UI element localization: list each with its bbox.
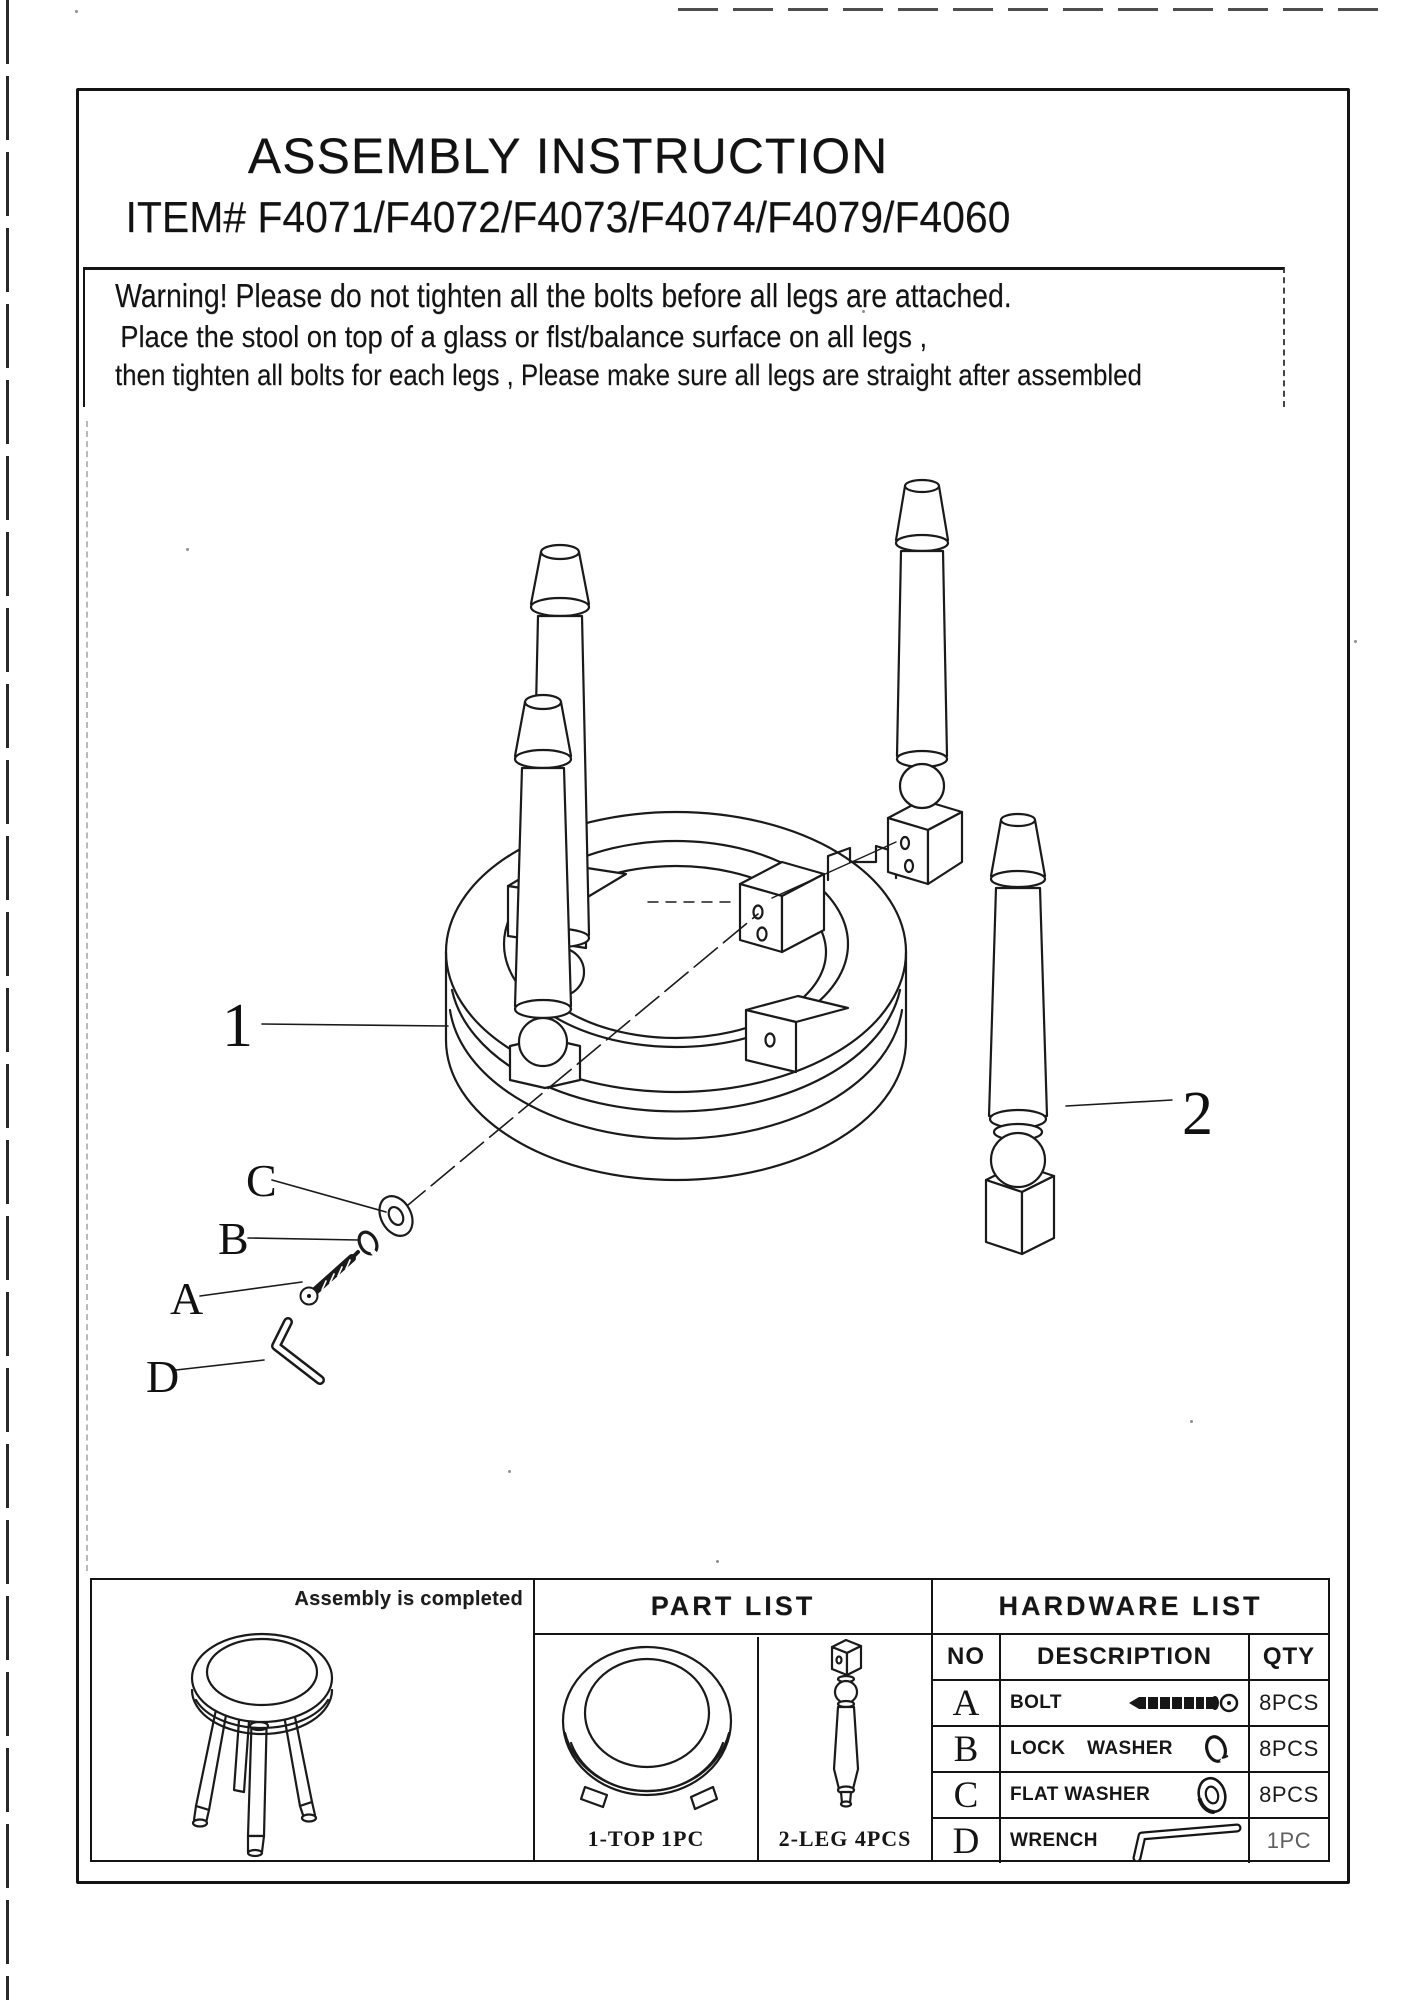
completed-caption: Assembly is completed [294, 1588, 523, 1610]
stool-top-drawing [535, 1637, 759, 1827]
row-description: FLAT WASHER [1010, 1784, 1151, 1805]
row-qty: 8PCS [1259, 1736, 1319, 1761]
wrench-icon [1125, 1820, 1243, 1862]
hardware-label-flat-washer: C [246, 1155, 277, 1206]
hardware-label-bolt: A [170, 1273, 204, 1324]
bolt-icon [1125, 1689, 1243, 1717]
part-list-cell [535, 1580, 933, 1860]
document-header [79, 127, 1347, 243]
scan-dash-artifact [678, 8, 1392, 11]
part-leg-caption: 2-LEG 4PCS [778, 1826, 912, 1851]
wrench-drawing [276, 1322, 320, 1380]
row-description: BOLT [1010, 1692, 1062, 1713]
part-top-cell [535, 1637, 759, 1860]
col-header-description: DESCRIPTION [1001, 1635, 1250, 1679]
hardware-header-row [933, 1635, 1328, 1679]
scan-edge-artifact [6, 0, 9, 2000]
hardware-row-lock-washer [933, 1725, 1328, 1771]
hardware-label-lock-washer: B [218, 1213, 249, 1264]
bottom-table [90, 1578, 1330, 1862]
row-letter: B [953, 1728, 979, 1770]
item-numbers: ITEM# F4071/F4072/F4073/F4074/F4079/F4060 [125, 193, 1011, 242]
stool-leg-drawing [759, 1637, 933, 1827]
exploded-diagram [80, 400, 1350, 1580]
scan-speck [75, 10, 78, 13]
flat-washer-icon [1190, 1772, 1234, 1818]
hardware-row-wrench [933, 1817, 1328, 1863]
warning-line-1: Warning! Please do not tighten all the bolts before all legs are attached. [115, 277, 1012, 314]
col-header-no: NO [933, 1635, 1001, 1679]
hardware-list-cell [933, 1580, 1328, 1860]
warning-box [83, 267, 1285, 407]
hardware-row-bolt [933, 1679, 1328, 1725]
part-label-leg: 2 [1182, 1080, 1213, 1148]
row-qty: 8PCS [1259, 1782, 1319, 1807]
part-leg-cell [759, 1637, 931, 1860]
leg-detached [986, 814, 1054, 1254]
mounting-block-floating [888, 800, 962, 884]
hardware-label-wrench: D [146, 1351, 180, 1402]
part-list-title: PART LIST [535, 1580, 931, 1635]
flat-washer-drawing [373, 1190, 419, 1241]
completed-stool-drawing [92, 1580, 535, 1860]
part-top-caption: 1-TOP 1PC [587, 1826, 705, 1851]
row-description: LOCK WASHER [1010, 1738, 1173, 1759]
row-letter: C [953, 1774, 979, 1816]
bolt-drawing [301, 1252, 359, 1305]
row-letter: D [952, 1820, 980, 1862]
hardware-row-flat-washer [933, 1771, 1328, 1817]
leg-upper-right [896, 480, 948, 808]
col-header-qty: QTY [1262, 1643, 1316, 1670]
part-label-top: 1 [222, 992, 253, 1060]
page-title: ASSEMBLY INSTRUCTION [247, 128, 889, 184]
completed-assembly-cell [92, 1580, 535, 1860]
part-list-body [535, 1637, 931, 1860]
row-qty: 1PC [1266, 1828, 1312, 1853]
warning-line-2: Place the stool on top of a glass or flst/balance surface on all legs , [120, 319, 928, 354]
scan-speck [1354, 640, 1357, 643]
row-qty: 8PCS [1259, 1690, 1319, 1715]
leg-attached-front [515, 695, 571, 1066]
lock-washer-icon [1200, 1730, 1232, 1768]
row-letter: A [952, 1682, 980, 1724]
row-description: WRENCH [1010, 1830, 1098, 1851]
hardware-list-title: HARDWARE LIST [933, 1580, 1328, 1635]
lock-washer-drawing [356, 1229, 381, 1258]
warning-line-3: then tighten all bolts for each legs , Please make sure all legs are straight after assembled [115, 359, 1142, 392]
